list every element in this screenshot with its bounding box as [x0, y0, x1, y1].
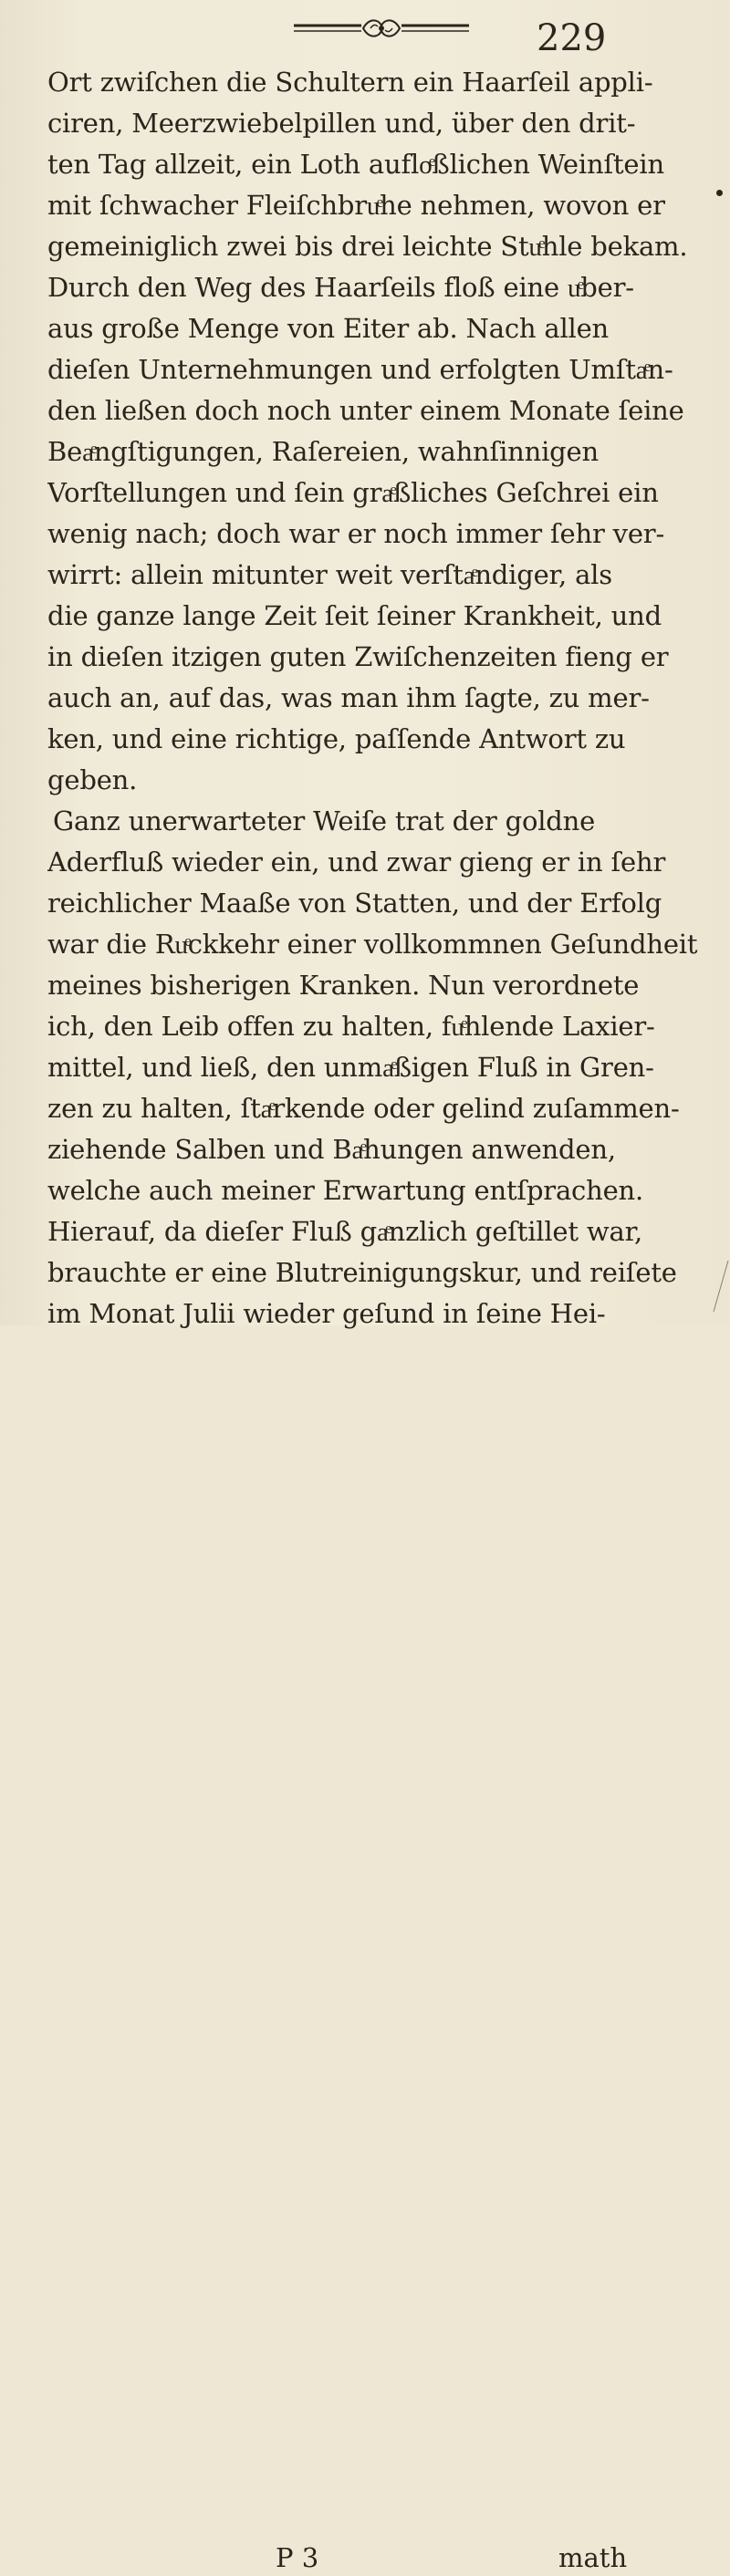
- text-line: Aderfluß wieder ein, und zwar gieng er in ſehr: [47, 847, 666, 878]
- signature-mark: P 3: [276, 2542, 319, 2573]
- text-line: mit ſchwacher Fleiſchbruͤhe nehmen, wovon er: [47, 190, 665, 221]
- text-line: auch an, auf das, was man ihm ſagte, zu mer-: [47, 682, 650, 713]
- text-line: welche auch meiner Erwartung entſprachen.: [47, 1175, 644, 1206]
- body-text: [47, 62, 704, 1335]
- text-line: aus große Menge von Eiter ab. Nach allen: [47, 313, 610, 344]
- text-line: ciren, Meerzwiebelpillen und, über den drit-: [47, 108, 636, 139]
- page-edge-fold-icon: [703, 1259, 730, 1314]
- text-line: ken, und eine richtige, paſſende Antwort zu: [47, 723, 626, 754]
- page-header: [0, 7, 730, 62]
- text-line: ziehende Salben und Baͤhungen anwenden,: [47, 1134, 616, 1165]
- page-footer: [0, 1268, 730, 2573]
- text-line: den ließen doch noch unter einem Monate ſeine: [47, 395, 684, 426]
- text-line: Durch den Weg des Haarſeils floß eine uͤber-: [47, 272, 634, 303]
- text-line: zen zu halten, ſtaͤrkende oder gelind zuſammen-: [47, 1093, 680, 1124]
- text-line: war die Ruͤckkehr einer vollkommnen Geſundheit: [47, 929, 698, 960]
- text-line: die ganze lange Zeit ſeit ſeiner Krankheit, und: [47, 600, 662, 631]
- text-line: in dieſen itzigen guten Zwiſchenzeiten fieng er: [47, 641, 669, 672]
- page-number: 229: [537, 17, 607, 59]
- margin-dot: [716, 190, 723, 196]
- text-line: reichlicher Maaße von Statten, und der Erfolg: [47, 888, 662, 919]
- text-line: Ort zwiſchen die Schultern ein Haarſeil appli-: [47, 67, 653, 98]
- text-line: ten Tag allzeit, ein Loth aufloͤßlichen Weinſtein: [47, 149, 664, 180]
- text-line: meines bisherigen Kranken. Nun verordnete: [47, 970, 640, 1001]
- text-line: Hierauf, da dieſer Fluß gaͤnzlich geſtillet war,: [47, 1216, 643, 1247]
- text-line: Vorſtellungen und ſein graͤßliches Geſchrei ein: [47, 477, 659, 508]
- text-line: wenig nach; doch war er noch immer ſehr ver-: [47, 518, 665, 549]
- text-line: ich, den Leib offen zu halten, fuͤhlende Laxier-: [47, 1011, 655, 1042]
- text-line: Beaͤngſtigungen, Raſereien, wahnſinnigen: [47, 436, 599, 467]
- text-line: im Monat Julii wieder geſund in ſeine Hei-: [47, 1298, 606, 1329]
- text-line: gemeiniglich zwei bis drei leichte Stuͤhle bekam.: [47, 231, 688, 262]
- text-line: dieſen Unternehmungen und erfolgten Umſtaͤn-: [47, 354, 673, 385]
- text-line: brauchte er eine Blutreinigungskur, und reiſete: [47, 1257, 677, 1288]
- catchword: math: [558, 2542, 628, 2573]
- text-line: wirrt: allein mitunter weit verſtaͤndiger, als: [47, 559, 612, 590]
- text-line: geben.: [47, 764, 138, 795]
- text-line: mittel, und ließ, den unmaͤßigen Fluß in Gren-: [47, 1052, 654, 1083]
- text-line: Ganz unerwarteter Weiſe trat der goldne: [53, 805, 596, 836]
- decorative-rule-ornament-icon: [290, 15, 473, 42]
